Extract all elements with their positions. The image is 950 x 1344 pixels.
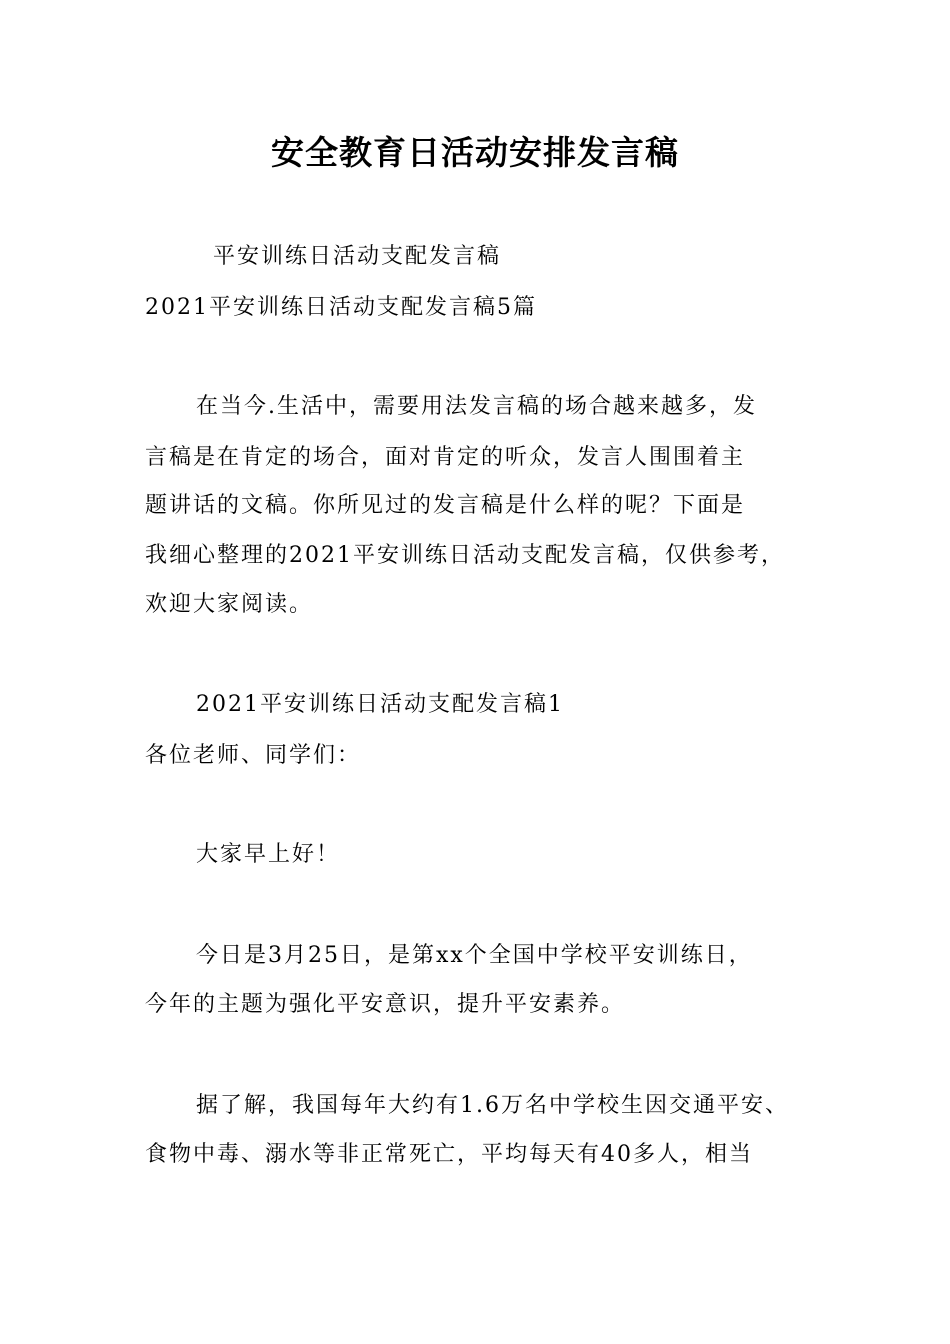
paragraph-line: 欢迎大家阅读。: [145, 592, 314, 617]
paragraph-line: 今年的主题为强化平安意识，提升平安素养。: [145, 992, 626, 1017]
paragraph-line: 我细心整理的2021平安训练日活动支配发言稿，仅供参考，: [145, 543, 785, 568]
paragraph-line: 食物中毒、溺水等非正常死亡，平均每天有40多人，相当: [145, 1142, 753, 1167]
paragraph-line: 题讲话的文稿。你所见过的发言稿是什么样的呢？下面是: [145, 493, 746, 518]
paragraph-line: 据了解，我国每年大约有1.6万名中学校生因交通平安、: [196, 1093, 789, 1118]
paragraph-line: 言稿是在肯定的场合，面对肯定的听众，发言人围围着主: [145, 445, 746, 470]
paragraph-line: 在当今.生活中，需要用法发言稿的场合越来越多，发: [196, 394, 757, 419]
salutation: 各位老师、同学们：: [145, 743, 362, 768]
greeting: 大家早上好！: [196, 842, 341, 867]
subtitle-line: 平安训练日活动支配发言稿: [213, 244, 502, 269]
paragraph-line: 今日是3月25日，是第xx个全国中学校平安训练日，: [196, 943, 753, 968]
section-heading: 2021平安训练日活动支配发言稿1: [196, 692, 564, 717]
document-title: 安全教育日活动安排发言稿: [271, 133, 679, 172]
subtitle-line: 2021平安训练日活动支配发言稿5篇: [145, 295, 537, 320]
